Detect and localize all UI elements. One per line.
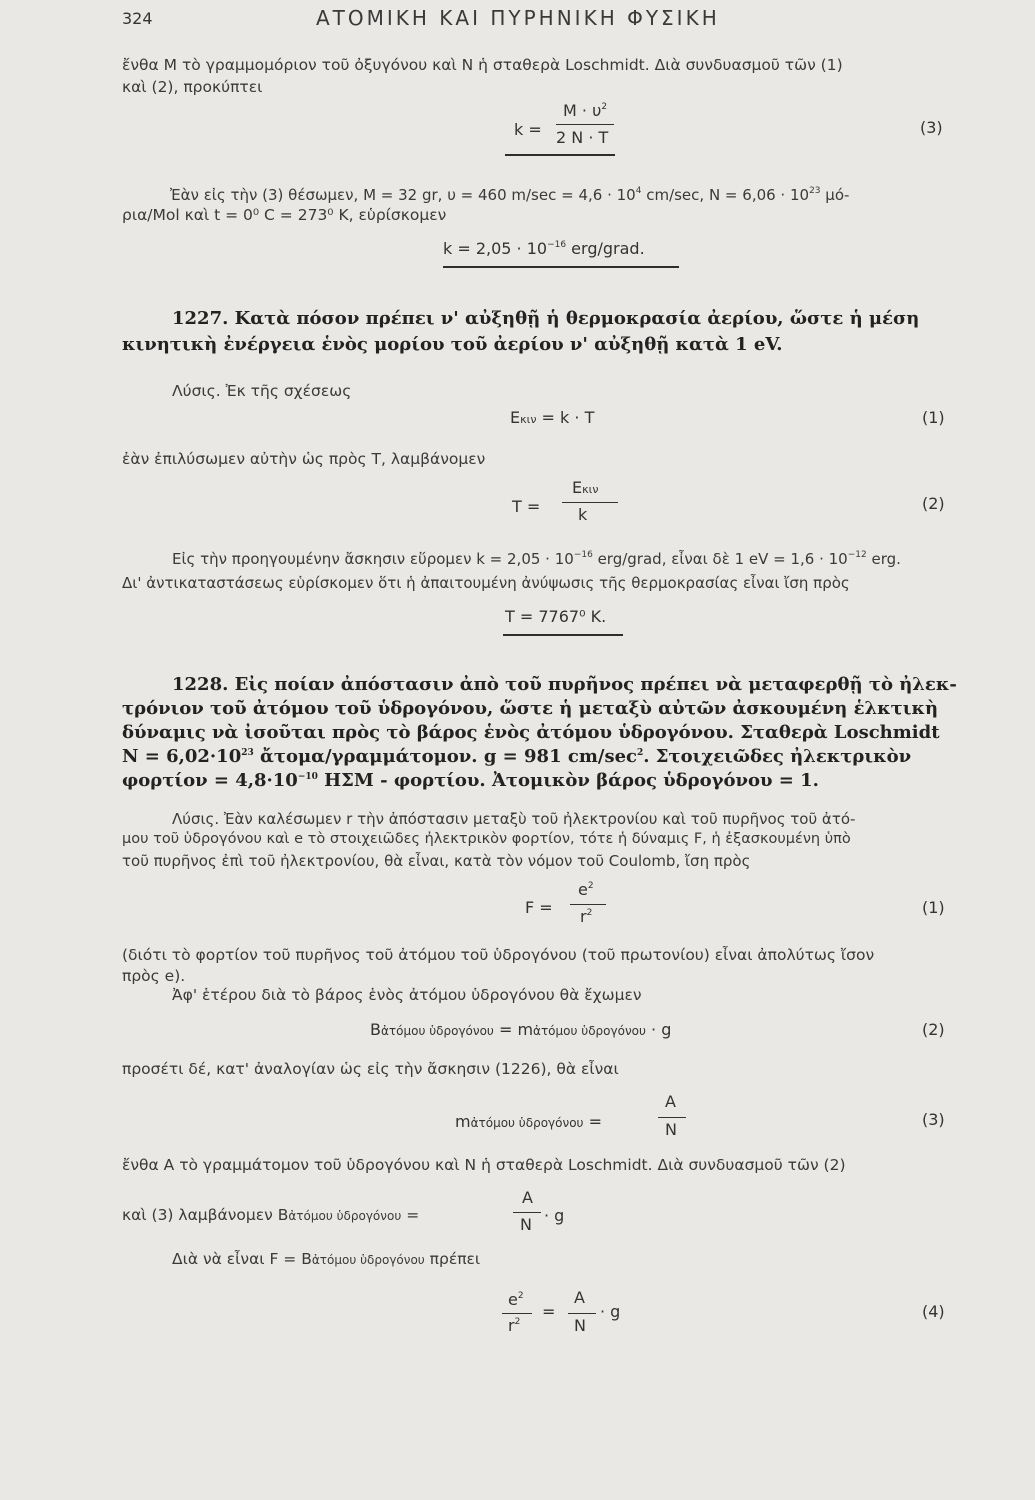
eqm-fraction-bar bbox=[658, 1117, 686, 1118]
eq3-lhs: k = bbox=[514, 120, 542, 139]
problem-1227-title-line-1: 1227. Κατὰ πόσον πρέπει ν' αὐξηθῇ ἡ θερμοκρασία ἀερίου, ὥστε ἡ μέση bbox=[172, 308, 920, 329]
eq4-label: (4) bbox=[922, 1302, 945, 1321]
eqF-denominator: $r^2$ bbox=[580, 907, 593, 926]
eq3-denominator: 2 N · T bbox=[556, 128, 609, 147]
problem-1228-title-line-4: $N = 6,02\cdot 10^{23}$ ἄτομα/γραμμάτομον. g = 981 $cm/\sec^2$. Στοιχειῶδες ἠλεκτρικὸν bbox=[122, 746, 912, 767]
problem-1228-kai-line: καὶ (3) λαμβάνομεν Bἀτόμου ὑδρογόνου = bbox=[122, 1206, 420, 1224]
eqF-label: (1) bbox=[922, 898, 945, 917]
problem-1228-af-line: Ἀφ' ἑτέρου διὰ τὸ βάρος ἑνὸς ἀτόμου ὑδρογόνου θὰ ἔχωμεν bbox=[172, 986, 642, 1004]
eq3-numerator: $M \cdot \upsilon^2$ bbox=[563, 101, 608, 120]
k-result-underline bbox=[443, 266, 679, 268]
running-head: ΑΤΟΜΙΚΗ ΚΑΙ ΠΥΡΗΝΙΚΗ ΦΥΣΙΚΗ bbox=[316, 6, 720, 30]
page-number: 324 bbox=[122, 9, 153, 28]
intro-line-1: ἔνθα M τὸ γραμμομόριον τοῦ ὀξυγόνου καὶ N ἡ σταθερὰ Loschmidt. Διὰ συνδυασμοῦ τῶν (1) bbox=[122, 56, 843, 74]
eqm-numerator: A bbox=[665, 1092, 676, 1111]
problem-1227-solve-line: ἐὰν ἐπιλύσωμεν αὐτὴν ὡς πρὸς T, λαμβάνομεν bbox=[122, 450, 486, 468]
eq3-fraction-bar bbox=[556, 124, 614, 125]
t-result: T = 7767⁰ K. bbox=[505, 607, 607, 626]
problem-1228-solution-line-3: τοῦ πυρῆνος ἐπὶ τοῦ ἠλεκτρονίου, θὰ εἶναι, κατὰ τὸν νόμον τοῦ Coulomb, ἴση πρὸς bbox=[122, 852, 751, 870]
eqF-lhs: F = bbox=[525, 898, 553, 917]
kai-fraction-bar bbox=[513, 1212, 541, 1213]
k-result: $k = 2,05 \cdot 10^{-16}$ erg/grad. bbox=[443, 239, 645, 258]
eqB-label: (2) bbox=[922, 1020, 945, 1039]
eqm-label: (3) bbox=[922, 1110, 945, 1129]
eq-ekin-label: (1) bbox=[922, 408, 945, 427]
eq2-fraction-bar bbox=[562, 502, 618, 503]
problem-1228-entha-line: ἔνθα A τὸ γραμμάτομον τοῦ ὑδρογόνου καὶ N ἡ σταθερὰ Loschmidt. Διὰ συνδυασμοῦ τῶν (2) bbox=[122, 1156, 846, 1174]
eqF-fraction-bar bbox=[570, 904, 606, 905]
problem-1227-line-b: Δι' ἀντικαταστάσεως εὑρίσκομεν ὅτι ἡ ἀπαιτουμένη ἀνύψωσις τῆς θερμοκρασίας εἶναι ἴση πρὸς bbox=[122, 574, 850, 592]
problem-1227-title-line-2: κινητικὴ ἐνέργεια ἑνὸς μορίου τοῦ ἀερίου ν' αὐξηθῇ κατὰ 1 eV. bbox=[122, 334, 783, 355]
problem-1228-solution-line-2: μου τοῦ ὑδρογόνου καὶ e τὸ στοιχειῶδες ἠλεκτρικὸν φορτίον, τότε ἡ δύναμις F, ἡ ἐξασκουμένη ὑπὸ bbox=[122, 831, 851, 847]
problem-1228-dia-line: Διὰ νὰ εἶναι F = Bἀτόμου ὑδρογόνου πρέπει bbox=[172, 1250, 481, 1268]
eq4-end: · g bbox=[600, 1302, 621, 1321]
intro-line-3: Ἐὰν εἰς τὴν (3) θέσωμεν, M = 32 gr, υ = 460 $m/\sec = 4,6 \cdot 10^4$ cm/sec, $N = 6,06 \cdot 10^{23}$ μό- bbox=[170, 186, 850, 204]
eqB: Bἀτόμου ὑδρογόνου = mἀτόμου ὑδρογόνου · g bbox=[370, 1020, 672, 1039]
problem-1228-title-line-2: τρόνιον τοῦ ἀτόμου τοῦ ὑδρογόνου, ὥστε ἡ μεταξὺ αὐτῶν ἀσκουμένη ἑλκτικὴ bbox=[122, 698, 939, 719]
eq4-equals: = bbox=[542, 1302, 556, 1321]
eq-ekin: Eκιν = k · T bbox=[510, 408, 595, 427]
problem-1228-paren-line-1: (διότι τὸ φορτίον τοῦ πυρῆνος τοῦ ἀτόμου τοῦ ὑδρογόνου (τοῦ πρωτονίου) εἶναι ἀπολύτως ἴσον bbox=[122, 946, 875, 964]
eqm-denominator: N bbox=[665, 1120, 677, 1139]
eq2-lhs: T = bbox=[512, 497, 541, 516]
eq4-numerator-2: A bbox=[574, 1288, 585, 1307]
problem-1228-title-line-5: $\varphi o\rho\tau ίo\nu = 4,8\cdot 10^{-10}$ ΗΣΜ - φορτίου. Ἀτομικὸν βάρος ὑδρογόνου = 1. bbox=[122, 770, 819, 791]
eq4-fraction-bar-2 bbox=[568, 1313, 596, 1314]
problem-1228-paren-line-2: πρὸς e). bbox=[122, 967, 186, 985]
eq4-denominator-1: $r^2$ bbox=[508, 1316, 521, 1335]
eq3-label: (3) bbox=[920, 118, 943, 137]
problem-1228-title-line-3: δύναμις νὰ ἰσοῦται πρὸς τὸ βάρος ἑνὸς ἀτόμου ὑδρογόνου. Σταθερὰ Loschmidt bbox=[122, 722, 940, 743]
problem-1228-prosethi-line: προσέτι δέ, κατ' ἀναλογίαν ὡς εἰς τὴν ἄσκησιν (1226), θὰ εἶναι bbox=[122, 1060, 619, 1078]
eq2-denominator: k bbox=[578, 505, 588, 524]
problem-1228-title-line-1: 1228. Εἰς ποίαν ἀπόστασιν ἀπὸ τοῦ πυρῆνος πρέπει νὰ μεταφερθῇ τὸ ἠλεκ- bbox=[172, 674, 957, 695]
eq2-label: (2) bbox=[922, 494, 945, 513]
t-result-underline bbox=[503, 634, 623, 636]
eqm-lhs: mἀτόμου ὑδρογόνου = bbox=[455, 1112, 602, 1131]
kai-numerator: A bbox=[522, 1188, 533, 1207]
problem-1228-solution-line-1: Λύσις. Ἐὰν καλέσωμεν r τὴν ἀπόστασιν μεταξὺ τοῦ ἠλεκτρονίου καὶ τοῦ πυρῆνος τοῦ ἀτό- bbox=[172, 810, 856, 828]
intro-line-2: καὶ (2), προκύπτει bbox=[122, 78, 263, 96]
eq4-denominator-2: N bbox=[574, 1316, 586, 1335]
kai-end: · g bbox=[544, 1206, 565, 1225]
kai-denominator: N bbox=[520, 1215, 532, 1234]
eq3-underline bbox=[505, 154, 615, 156]
problem-1227-solution-line: Λύσις. Ἐκ τῆς σχέσεως bbox=[172, 382, 352, 400]
eq4-fraction-bar-1 bbox=[502, 1313, 532, 1314]
eqF-numerator: $e^2$ bbox=[578, 880, 594, 899]
intro-line-4: ρια/Mol καὶ t = 0⁰ C = 273⁰ K, εὑρίσκομεν bbox=[122, 206, 447, 224]
problem-1227-line-a: Εἰς τὴν προηγουμένην ἄσκησιν εὕρομεν $k = 2,05 \cdot 10^{-16}$ erg/grad, εἶναι δὲ 1 eV = $1,6 \cdot 10^{-12}$ erg. bbox=[172, 550, 901, 568]
eq4-numerator-1: $e^2$ bbox=[508, 1290, 524, 1309]
eq2-numerator: Eκιν bbox=[572, 478, 599, 497]
